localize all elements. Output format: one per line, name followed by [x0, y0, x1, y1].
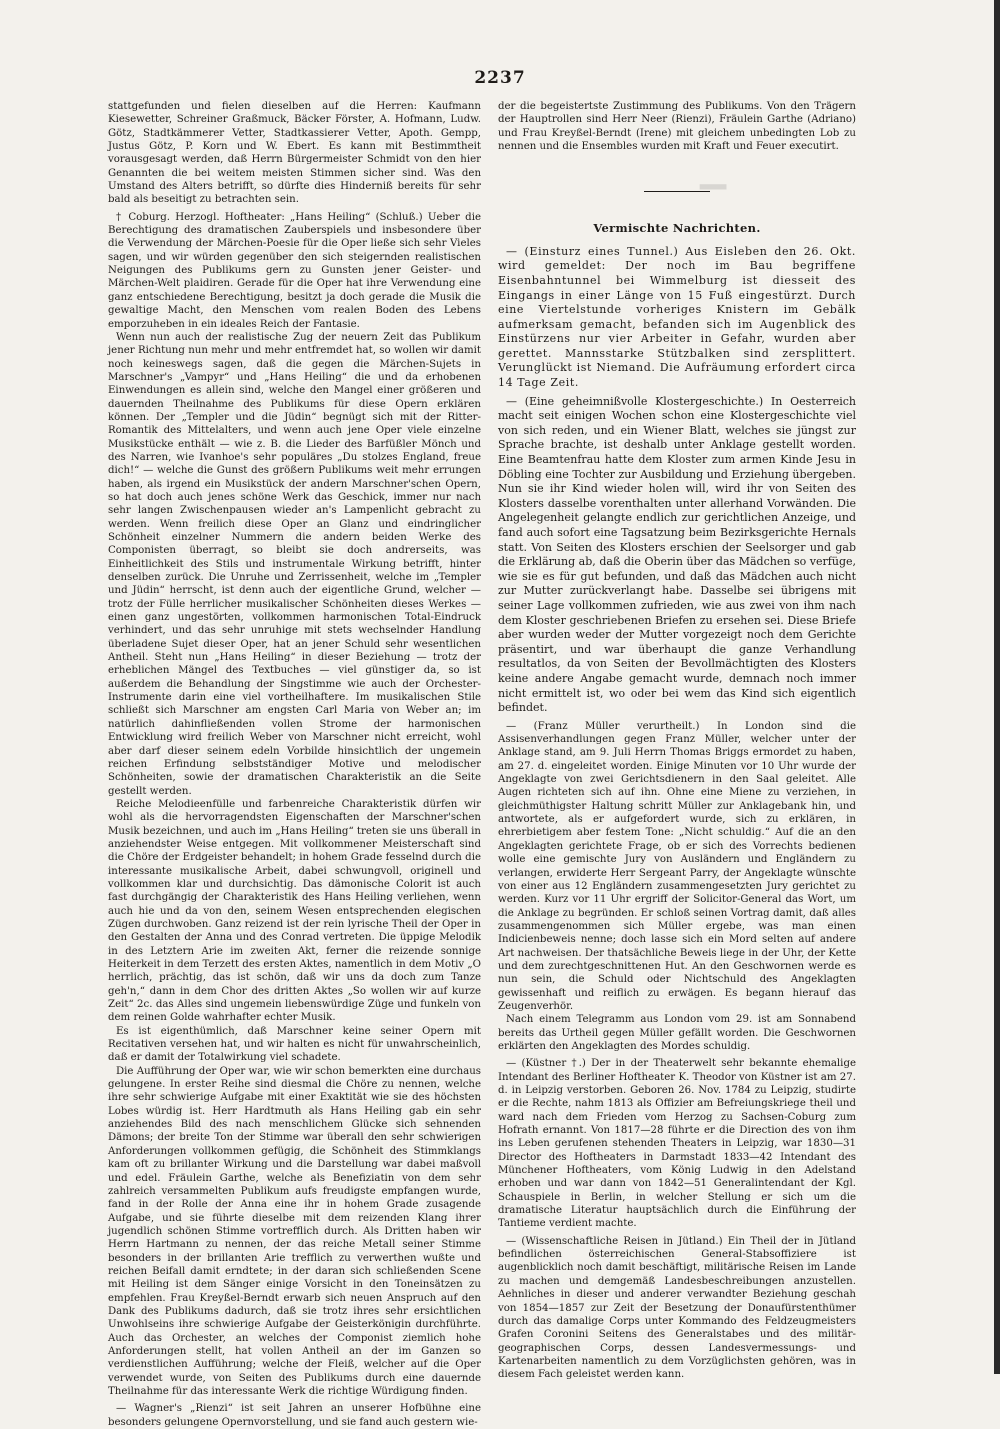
article-paragraph: Reiche Melodieenfülle und farbenreiche Charakteristik dürfen wir wohl als die hervorragendsten Eigenschaften der Marschner'schen Musik bezeichnen, und auch im „Hans Heiling“ treten sie uns überall in anziehendster Weise entgegen. Mit vollkommener Meisterschaft sind die Chöre der Erdgeister behandelt; in hohem Grade fesselnd durch die interessante musikalische Arbeit, dabei schwungvoll, originell und vollkommen klar und durchsichtig. Das dämonische Colorit ist auch fast durchgängig der Charakteristik des Hans Heiling verliehen, wenn auch hie und da von den, seinem Wesen entsprechenden elegischen Zügen durchwoben. Ganz reizend ist der rein lyrische Theil der Oper in den Gestalten der Anna und des Conrad vertreten. Die üppige Melodik in des Letztern Arie im zweiten Akt, ferner die reizende sonnige Heiterkeit in dem Terzett des ersten Aktes, namentlich in dem Motiv „O herrlich, prächtig, das ist schön, daß wir uns da doch zum Tanze geh'n,“ dann in dem Chor des dritten Aktes „So wollen wir auf kurze Zeit“ 2c. das Alles sind ungemein liebenswürdige Züge und funkeln von dem reinen Golde wahrhafter echter Musik. — [108, 798, 481, 1024]
section-divider — [644, 191, 710, 192]
left-column — [108, 100, 481, 1429]
news-item: — (Franz Müller verurtheilt.) In London sind die Assisenverhandlungen gegen Franz Müller, welcher unter der Anklage stand, am 9. Juli Herrn Thomas Briggs ermordet zu haben, am 27. d. eingeleitet worden. Einige Minuten vor 10 Uhr wurde der Angeklagte von zwei Gerichtsdienern in den Saal geleitet. Alle Augen richteten sich auf ihn. Ohne eine Miene zu verziehen, in gleichmüthigster Haltung schritt Müller zur Anklagebank hin, und antwortete, als er aufgefordert wurde, sich zu erklären, in ehrerbietigem aber festem Tone: „Nicht schuldig.“ Auf die an den Angeklagten gerichtete Frage, ob er sich des Vorrechts bedienen wolle eine gemischte Jury von Ausländern und Engländern zu verlangen, erwiderte Herr Sergeant Parry, der Angeklagte wünschte von einer aus 12 Engländern zusammengesetzten Jury gerichtet zu werden. Kurz vor 11 Uhr ergriff der Solicitor-General das Wort, um die Anklage zu begründen. Er schloß seinen Vortrag damit, daß alles zusammengenommen sich Müller ergebe, was man einen Indicienbeweis nenne; doch lasse sich ein Mord selten auf andere Art nachweisen. Der thatsächliche Beweis liege in der Uhr, der Kette und dem zurechtgeschnittenen Hut. An den Geschwornen werde es nun sein, die Schuld oder Nichtschuld des Angeklagten gewissenhaft und reiflich zu erwägen. Es begann hierauf das Zeugenverhör. — [498, 720, 856, 1012]
section-heading: Vermischte Nachrichten. — [593, 221, 761, 236]
page-number: 2237 — [474, 68, 526, 88]
article-paragraph: Die Aufführung der Oper war, wie wir schon bemerkten eine durchaus gelungene. In erster Reihe sind diesmal die Chöre zu nennen, welche ihre sehr schwierige Aufgabe mit einer Exaktität wie sie des höchsten Lobes würdig ist. Herr Hardtmuth als Hans Heiling gab ein sehr anziehendes Bild des nach menschlichem Glücke sich sehnenden Dämons; der breite Ton der Stimme war überall den sehr schwierigen Anforderungen vollkommen gefügig, die Schönheit des Stimmklangs kam oft zu brillanter Wirkung und die Darstellung war dabei maßvoll und edel. Fräulein Garthe, welche als Benefiziatin von dem sehr zahlreich versammelten Publikum aufs freudigste empfangen wurde, fand in der Rolle der Anna eine ihr in hohem Grade zusagende Aufgabe, und sie führte dieselbe mit dem reizenden Klang ihrer jugendlich schönen Stimme vortrefflich durch. Als Dritten haben wir Herrn Hartmann zu nennen, der das reiche Metall seiner Stimme besonders in der brillanten Arie trefflich zu verwerthen wußte und reichen Beifall damit erndtete; in der daran sich schließenden Scene mit Heiling ist dem Sänger einige Vorsicht in den Toneinsätzen zu empfehlen. Frau Kreyßel-Berndt erwarb sich neuen Anspruch auf den Dank des Publikums dadurch, daß sie trotz ihres sehr ersichtlichen Unwohlseins ihre schwierige Aufgabe der Geisterkönigin durchführte. Auch das Orchester, an welches der Componist ziemlich hohe Anforderungen stellt, hat vollen Antheil an der im Ganzen so verdienstlichen Aufführung; welche der Fleiß, welcher auf die Oper verwendet wurde, von Seiten des Publikums durch eine dauernde Theilnahme für das interessante Werk die richtige Würdigung finden. — [108, 1065, 481, 1397]
news-item: — (Wissenschaftliche Reisen in Jütland.) Ein Theil der in Jütland befindlichen österreichischen General-Stabsoffiziere ist augenblicklich noch damit beschäftigt, militärische Reisen im Lande zu machen und demgemäß Landesbeschreibungen anzustellen. Aehnliches in dieser und anderer verwandter Beziehung geschah von 1854—1857 zur Zeit der Besetzung der Donaufürstenthümer durch das damalige Corps unter Kommando des Feldzeugmeisters Grafen Coronini Seitens des Generalstabes und des militär-geographischen Corps, dessen Landesvermessungs- und Kartenarbeiten namentlich zu dem Vorzüglichsten gehören, was in diesem Fach geleistet werden kann. — [498, 1235, 856, 1381]
theater-report-lead: † Coburg. Herzogl. Hoftheater: „Hans Heiling“ (Schluß.) Ueber die Berechtigung des dramatischen Zauberspiels und insbesondere über die Verwendung der Märchen-Poesie für die Oper ließe sich sehr Vieles sagen, und wir würden gegenüber den sich steigernden realistischen Neigungen des Publikums gern zu Gunsten jener Geister- und Märchen-Welt plaidiren. Gerade für die Oper hat ihre Verwendung eine ganz entschiedene Berechtigung, besitzt ja doch gerade die Musik die gewaltige Macht, den Menschen vom realen Boden des Lebens emporzuheben in ein ideales Reich der Fantasie. — [108, 211, 481, 330]
article-continuation: der die begeistertste Zustimmung des Publikums. Von den Trägern der Hauptrollen sind Herr Neer (Rienzi), Fräulein Garthe (Adriano) und Frau Kreyßel-Berndt (Irene) mit gleichem unbedingten Lob zu nennen und die Ensembles wurden mit Kraft und Feuer executirt. — [498, 101, 856, 153]
scan-edge-shadow — [994, 0, 1000, 1374]
news-item: — (Eine geheimnißvolle Klostergeschichte.) In Oesterreich macht seit einigen Wochen schon eine Klostergeschichte viel von sich reden, und ein Wiener Blatt, welches sie jüngst zur Sprache brachte, ist deshalb unter Anklage gestellt worden. Eine Beamtenfrau hatte dem Kloster zum armen Kinde Jesu in Döbling eine Tochter zur Ausbildung und Erziehung übergeben. Nun sie ihr Kind wieder holen will, wird ihr von Seiten des Klosters dasselbe vorenthalten unter allerhand Vorwänden. Die Angelegenheit gelangte endlich zur gerichtlichen Anzeige, und fand auch sofort eine Tagsatzung beim Bezirksgerichte Hernals statt. Von Seiten des Klosters erschien der Seelsorger und gab die Erklärung ab, daß die Oberin über das Mädchen so verfüge, wie sie es für gut befunden, und daß das Mädchen auch nicht zur Mutter zurückverlangt habe. Dasselbe sei übrigens mit seiner Lage vollkommen zufrieden, wie aus zwei von ihm nach dem Kloster geschriebenen Briefen zu ersehen sei. Diese Briefe aber wurden weder der Mutter vorgezeigt noch dem Gerichte präsentirt, und war überhaupt die ganze Verhandlung resultatlos, da von Seiten der Bevollmächtigten des Klosters keine andere Angabe gemacht wurde, demnach noch immer nicht ermittelt ist, wo oder bei wem das Kind sich eigentlich befindet. — [498, 394, 856, 715]
right-column — [498, 100, 856, 1382]
bleed-through-mark: ▁ — [700, 150, 729, 190]
news-item: — (Einsturz eines Tunnel.) Aus Eisleben den 26. Okt. wird gemeldet: Der noch im Bau begriffene Eisenbahntunnel bei Wimmelburg ist diesseit des Eingangs in einer Länge von 15 Fuß eingestürzt. Durch eine Viertelstunde vorheriges Knistern im Gebälk aufmerksam gemacht, befanden sich im Augenblick des Einstürzens nur vier Arbeiter in Gefahr, wurden aber gerettet. Mannsstarke Stützbalken sind zersplittert. Verunglückt ist Niemand. Die Aufräumung erfordert circa 14 Tage Zeit. — [498, 244, 856, 390]
article-continuation: stattgefunden und fielen dieselben auf die Herren: Kaufmann Kiesewetter, Schreiner Graßmuck, Bäcker Förster, A. Hofmann, Ludw. Götz, Stadtkämmerer Vetter, Stadtkassierer Vetter, Apoth. Gempp, Justus Götz, P. Korn und W. Ebert. Es kann mit Bestimmtheit vorausgesagt werden, daß Herrn Bürgermeister Schmidt von den hier Genannten die bei weitem meisten Stimmen sicher sind. Was den Umstand des Alters betrifft, so dürfte dies Hinderniß bereits für sehr bald als beseitigt zu betrachten sein. — [108, 101, 481, 206]
article-paragraph: — Wagner's „Rienzi“ ist seit Jahren an unserer Hofbühne eine besonders gelungene Opernvorstellung, und sie fand auch gestern wie- — [108, 1403, 481, 1428]
article-paragraph: Es ist eigenthümlich, daß Marschner keine seiner Opern mit Recitativen versehen hat, und wir halten es nicht für unwahrscheinlich, daß er damit der Totalwirkung viel schadete. — [108, 1025, 481, 1064]
news-item: Nach einem Telegramm aus London vom 29. ist am Sonnabend bereits das Urtheil gegen Müller gefällt worden. Die Geschwornen erklärten den Angeklagten des Mordes schuldig. — [498, 1014, 856, 1052]
article-paragraph: Wenn nun auch der realistische Zug der neuern Zeit das Publikum jener Richtung nun mehr und mehr entfremdet hat, so wollen wir damit noch keineswegs sagen, daß die gegen die Märchen-Sujets in Marschner's „Vampyr“ und „Hans Heiling“ die und da erhobenen Einwendungen es allein sind, welche den Mangel einer größeren und dauernden Theilnahme des Publikums für diese Opern erklären können. Der „Templer und die Jüdin“ begnügt sich mit der Ritter-Romantik des Mittelalters, und wenn auch jene Oper viele einzelne Musikstücke enthält — wie z. B. die Lieder des Barfüßler Mönch und des Narren, wie Ivanhoe's sehr populäres „Du stolzes England, freue dich!“ — welche die Gunst des größern Publikums weit mehr errungen haben, als irgend ein Musikstück der andern Marschner'schen Opern, so hat doch auch jenes schöne Werk das Geschick, immer nur nach sehr langen Zwischenpausen wieder an's Lampenlicht gebracht zu werden. Wenn freilich diese Oper an Glanz und eindringlicher Schönheit einzelner Nummern die andern beiden Werke des Componisten überragt, so bleibt sie doch andrerseits, was Einheitlichkeit des Stils und instrumentale Wirkung betrifft, hinter denselben zurück. Die Unruhe und Zerrissenheit, welche im „Templer und Jüdin“ herrscht, ist denn auch der eigentliche Grund, welcher — trotz der Fülle herrlicher musikalischer Schönheiten dieses Werkes — einen ganz ungestörten, vollkommen harmonischen Total-Eindruck verhindert, und das sehr unruhige mit stets wechselnder Handlung überladene Sujet dieser Oper, hat an jener Schuld sehr wesentlichen Antheil. Steht nun „Hans Heiling“ in dieser Beziehung — trotz der erheblichen Mängel des Textbuches — viel günstiger da, so ist außerdem die Behandlung der Singstimme wie auch der Orchester-Instrumente darin eine viel vortheilhaftere. Im musikalischen Stile schließt sich Marschner am engsten Carl Maria von Weber an; im natürlich dahinfließenden vollen Strome der harmonischen Entwicklung wird freilich Weber von Marschner nicht erreicht, wohl aber darf dieser seinem edeln Vorbilde hinsichtlich der ungemein reichen Erfindung selbstständiger Motive und melodischer Schönheiten, sowie der dramatischen Charakteristik an die Seite gestellt werden. — [108, 331, 481, 797]
news-item: — (Küstner †.) Der in der Theaterwelt sehr bekannte ehemalige Intendant des Berliner Hoftheater K. Theodor von Küstner ist am 27. d. in Leipzig verstorben. Geboren 26. Nov. 1784 zu Leipzig, studirte er die Rechte, nahm 1813 als Offizier am Befreiungskriege theil und ward nach dem Frieden vom Herzog zu Sachsen-Coburg zum Hofrath ernannt. Von 1817—28 führte er die Direction des von ihm ins Leben gerufenen stehenden Theaters in Leipzig, war 1830—31 Director des Hoftheaters in Darmstadt 1833—42 Intendant des Münchener Hoftheaters, vom König Ludwig in den Adelstand erhoben und war dann von 1842—51 Generalintendant der Kgl. Schauspiele in Berlin, in welcher Stellung er sich um die dramatische Literatur hauptsächlich durch die Einführung der Tantieme verdient machte. — [498, 1058, 856, 1230]
